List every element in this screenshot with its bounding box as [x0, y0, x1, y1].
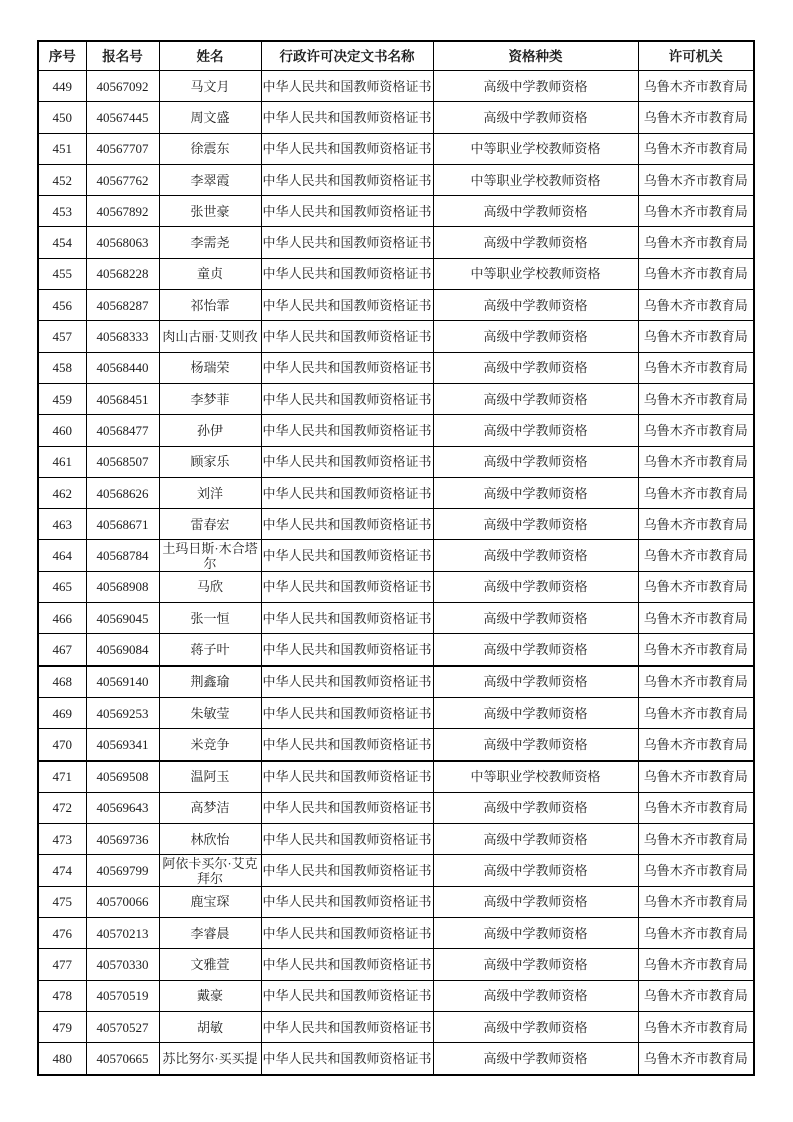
cell-document-name: 中华人民共和国教师资格证书 [261, 415, 433, 446]
cell-index: 475 [38, 886, 86, 917]
cell-authority: 乌鲁木齐市教育局 [638, 697, 754, 728]
table-row [38, 290, 754, 321]
table-row [38, 603, 754, 634]
cell-name: 朱敏莹 [159, 697, 261, 728]
cell-index: 469 [38, 697, 86, 728]
header-cell-index: 序号 [38, 41, 86, 71]
cell-authority: 乌鲁木齐市教育局 [638, 729, 754, 761]
table-row [38, 918, 754, 949]
cell-reg-no: 40568440 [86, 352, 159, 383]
cell-authority: 乌鲁木齐市教育局 [638, 918, 754, 949]
table-row [38, 1043, 754, 1075]
table-row [38, 761, 754, 793]
cell-reg-no: 40568784 [86, 540, 159, 571]
cell-document-name: 中华人民共和国教师资格证书 [261, 824, 433, 855]
table-row [38, 792, 754, 823]
cell-authority: 乌鲁木齐市教育局 [638, 415, 754, 446]
cell-name: 鹿宝琛 [159, 886, 261, 917]
header-cell-reg-no: 报名号 [86, 41, 159, 71]
cell-name: 李需尧 [159, 227, 261, 258]
cell-qualification: 高级中学教师资格 [433, 603, 638, 634]
cell-index: 461 [38, 446, 86, 477]
cell-name: 孙伊 [159, 415, 261, 446]
cell-reg-no: 40568671 [86, 509, 159, 540]
cell-qualification: 高级中学教师资格 [433, 415, 638, 446]
cell-index: 463 [38, 509, 86, 540]
cell-document-name: 中华人民共和国教师资格证书 [261, 383, 433, 414]
cell-index: 474 [38, 855, 86, 886]
cell-authority: 乌鲁木齐市教育局 [638, 227, 754, 258]
cell-reg-no: 40569140 [86, 666, 159, 698]
table-row [38, 258, 754, 289]
table-row [38, 634, 754, 666]
cell-reg-no: 40569508 [86, 761, 159, 793]
cell-index: 467 [38, 634, 86, 666]
cell-authority: 乌鲁木齐市教育局 [638, 980, 754, 1011]
cell-index: 468 [38, 666, 86, 698]
cell-qualification: 高级中学教师资格 [433, 634, 638, 666]
table-row [38, 729, 754, 761]
cell-qualification: 高级中学教师资格 [433, 102, 638, 133]
table-row [38, 321, 754, 352]
cell-authority: 乌鲁木齐市教育局 [638, 321, 754, 352]
cell-index: 464 [38, 540, 86, 571]
cell-qualification: 中等职业学校教师资格 [433, 258, 638, 289]
cell-index: 478 [38, 980, 86, 1011]
cell-authority: 乌鲁木齐市教育局 [638, 1043, 754, 1075]
cell-authority: 乌鲁木齐市教育局 [638, 571, 754, 602]
cell-authority: 乌鲁木齐市教育局 [638, 509, 754, 540]
cell-reg-no: 40568626 [86, 477, 159, 508]
cell-authority: 乌鲁木齐市教育局 [638, 71, 754, 102]
cell-index: 453 [38, 196, 86, 227]
cell-name: 马欣 [159, 571, 261, 602]
cell-index: 454 [38, 227, 86, 258]
cell-index: 460 [38, 415, 86, 446]
table-row [38, 133, 754, 164]
cell-qualification: 高级中学教师资格 [433, 918, 638, 949]
cell-qualification: 中等职业学校教师资格 [433, 761, 638, 793]
table-row [38, 949, 754, 980]
cell-reg-no: 40568477 [86, 415, 159, 446]
cell-document-name: 中华人民共和国教师资格证书 [261, 540, 433, 571]
cell-index: 449 [38, 71, 86, 102]
cell-name: 土玛日斯·木合塔尔 [159, 540, 261, 571]
cell-document-name: 中华人民共和国教师资格证书 [261, 729, 433, 761]
cell-reg-no: 40569045 [86, 603, 159, 634]
cell-reg-no: 40569253 [86, 697, 159, 728]
cell-name: 戴豪 [159, 980, 261, 1011]
cell-qualification: 高级中学教师资格 [433, 666, 638, 698]
cell-authority: 乌鲁木齐市教育局 [638, 102, 754, 133]
cell-document-name: 中华人民共和国教师资格证书 [261, 477, 433, 508]
cell-qualification: 高级中学教师资格 [433, 71, 638, 102]
table-row [38, 477, 754, 508]
cell-document-name: 中华人民共和国教师资格证书 [261, 886, 433, 917]
cell-document-name: 中华人民共和国教师资格证书 [261, 855, 433, 886]
table-row [38, 980, 754, 1011]
cell-index: 471 [38, 761, 86, 793]
cell-authority: 乌鲁木齐市教育局 [638, 352, 754, 383]
cell-name: 祁怡霏 [159, 290, 261, 321]
cell-authority: 乌鲁木齐市教育局 [638, 949, 754, 980]
cell-index: 452 [38, 164, 86, 195]
cell-authority: 乌鲁木齐市教育局 [638, 540, 754, 571]
cell-reg-no: 40570213 [86, 918, 159, 949]
cell-reg-no: 40568507 [86, 446, 159, 477]
table-row [38, 383, 754, 414]
table-row [38, 102, 754, 133]
cell-reg-no: 40570330 [86, 949, 159, 980]
cell-reg-no: 40569341 [86, 729, 159, 761]
cell-index: 465 [38, 571, 86, 602]
cell-name: 雷春宏 [159, 509, 261, 540]
cell-reg-no: 40569084 [86, 634, 159, 666]
table-row [38, 164, 754, 195]
cell-name: 张世豪 [159, 196, 261, 227]
cell-document-name: 中华人民共和国教师资格证书 [261, 792, 433, 823]
cell-name: 马文月 [159, 71, 261, 102]
cell-qualification: 高级中学教师资格 [433, 824, 638, 855]
cell-reg-no: 40570527 [86, 1011, 159, 1042]
cell-document-name: 中华人民共和国教师资格证书 [261, 980, 433, 1011]
cell-name: 童贞 [159, 258, 261, 289]
cell-reg-no: 40568333 [86, 321, 159, 352]
cell-document-name: 中华人民共和国教师资格证书 [261, 603, 433, 634]
cell-name: 文雅萱 [159, 949, 261, 980]
header-row [38, 41, 754, 71]
table-row [38, 352, 754, 383]
cell-qualification: 高级中学教师资格 [433, 980, 638, 1011]
cell-name: 荆鑫瑜 [159, 666, 261, 698]
cell-reg-no: 40570066 [86, 886, 159, 917]
cell-document-name: 中华人民共和国教师资格证书 [261, 258, 433, 289]
cell-index: 466 [38, 603, 86, 634]
cell-authority: 乌鲁木齐市教育局 [638, 634, 754, 666]
cell-document-name: 中华人民共和国教师资格证书 [261, 761, 433, 793]
cell-reg-no: 40570519 [86, 980, 159, 1011]
cell-name: 李睿晨 [159, 918, 261, 949]
cell-reg-no: 40567707 [86, 133, 159, 164]
cell-reg-no: 40567445 [86, 102, 159, 133]
cell-qualification: 高级中学教师资格 [433, 290, 638, 321]
cell-index: 473 [38, 824, 86, 855]
cell-document-name: 中华人民共和国教师资格证书 [261, 634, 433, 666]
cell-qualification: 高级中学教师资格 [433, 509, 638, 540]
cell-name: 苏比努尔·买买提 [159, 1043, 261, 1075]
table-row [38, 855, 754, 886]
cell-reg-no: 40567762 [86, 164, 159, 195]
cell-index: 479 [38, 1011, 86, 1042]
cell-name: 顾家乐 [159, 446, 261, 477]
header-cell-qualification: 资格种类 [433, 41, 638, 71]
cell-name: 胡敏 [159, 1011, 261, 1042]
cell-index: 450 [38, 102, 86, 133]
table-row [38, 227, 754, 258]
cell-name: 李翠霞 [159, 164, 261, 195]
cell-document-name: 中华人民共和国教师资格证书 [261, 1011, 433, 1042]
table-row [38, 824, 754, 855]
table-row [38, 886, 754, 917]
table-row [38, 571, 754, 602]
cell-qualification: 高级中学教师资格 [433, 383, 638, 414]
cell-name: 李梦菲 [159, 383, 261, 414]
cell-qualification: 高级中学教师资格 [433, 949, 638, 980]
cell-reg-no: 40568063 [86, 227, 159, 258]
cell-index: 472 [38, 792, 86, 823]
cell-name: 刘洋 [159, 477, 261, 508]
cell-document-name: 中华人民共和国教师资格证书 [261, 227, 433, 258]
cell-qualification: 高级中学教师资格 [433, 886, 638, 917]
cell-qualification: 高级中学教师资格 [433, 1043, 638, 1075]
cell-reg-no: 40567092 [86, 71, 159, 102]
cell-name: 周文盛 [159, 102, 261, 133]
cell-qualification: 高级中学教师资格 [433, 321, 638, 352]
cell-name: 林欣怡 [159, 824, 261, 855]
cell-name: 肉山古丽·艾则孜 [159, 321, 261, 352]
cell-reg-no: 40569799 [86, 855, 159, 886]
cell-qualification: 高级中学教师资格 [433, 352, 638, 383]
table-row [38, 666, 754, 698]
cell-document-name: 中华人民共和国教师资格证书 [261, 918, 433, 949]
header-cell-name: 姓名 [159, 41, 261, 71]
cell-document-name: 中华人民共和国教师资格证书 [261, 509, 433, 540]
cell-name: 米竞争 [159, 729, 261, 761]
cell-document-name: 中华人民共和国教师资格证书 [261, 352, 433, 383]
cell-reg-no: 40567892 [86, 196, 159, 227]
cell-authority: 乌鲁木齐市教育局 [638, 666, 754, 698]
table-row [38, 196, 754, 227]
cell-qualification: 高级中学教师资格 [433, 1011, 638, 1042]
cell-index: 459 [38, 383, 86, 414]
cell-index: 480 [38, 1043, 86, 1075]
cell-reg-no: 40569643 [86, 792, 159, 823]
table-body [38, 71, 754, 1075]
cell-document-name: 中华人民共和国教师资格证书 [261, 949, 433, 980]
cell-index: 470 [38, 729, 86, 761]
cell-document-name: 中华人民共和国教师资格证书 [261, 133, 433, 164]
cell-document-name: 中华人民共和国教师资格证书 [261, 290, 433, 321]
cell-document-name: 中华人民共和国教师资格证书 [261, 196, 433, 227]
cell-qualification: 高级中学教师资格 [433, 540, 638, 571]
cell-authority: 乌鲁木齐市教育局 [638, 603, 754, 634]
cell-authority: 乌鲁木齐市教育局 [638, 133, 754, 164]
cell-reg-no: 40569736 [86, 824, 159, 855]
cell-authority: 乌鲁木齐市教育局 [638, 258, 754, 289]
cell-index: 456 [38, 290, 86, 321]
cell-authority: 乌鲁木齐市教育局 [638, 477, 754, 508]
cell-name: 徐震东 [159, 133, 261, 164]
cell-qualification: 高级中学教师资格 [433, 571, 638, 602]
cell-index: 458 [38, 352, 86, 383]
cell-name: 蒋子叶 [159, 634, 261, 666]
cell-authority: 乌鲁木齐市教育局 [638, 824, 754, 855]
cell-document-name: 中华人民共和国教师资格证书 [261, 446, 433, 477]
cell-reg-no: 40568908 [86, 571, 159, 602]
cell-name: 阿依卡买尔·艾克拜尔 [159, 855, 261, 886]
cell-name: 高梦洁 [159, 792, 261, 823]
cell-authority: 乌鲁木齐市教育局 [638, 761, 754, 793]
table-row [38, 540, 754, 571]
cell-document-name: 中华人民共和国教师资格证书 [261, 164, 433, 195]
cell-document-name: 中华人民共和国教师资格证书 [261, 1043, 433, 1075]
cell-reg-no: 40568228 [86, 258, 159, 289]
cell-authority: 乌鲁木齐市教育局 [638, 290, 754, 321]
cell-authority: 乌鲁木齐市教育局 [638, 1011, 754, 1042]
cell-document-name: 中华人民共和国教师资格证书 [261, 321, 433, 352]
cell-qualification: 高级中学教师资格 [433, 729, 638, 761]
table-row [38, 71, 754, 102]
cell-authority: 乌鲁木齐市教育局 [638, 446, 754, 477]
cell-document-name: 中华人民共和国教师资格证书 [261, 571, 433, 602]
cell-document-name: 中华人民共和国教师资格证书 [261, 666, 433, 698]
cell-index: 476 [38, 918, 86, 949]
table-row [38, 1011, 754, 1042]
cell-authority: 乌鲁木齐市教育局 [638, 383, 754, 414]
header-cell-document-name: 行政许可决定文书名称 [261, 41, 433, 71]
cell-qualification: 中等职业学校教师资格 [433, 164, 638, 195]
cell-qualification: 中等职业学校教师资格 [433, 133, 638, 164]
cell-authority: 乌鲁木齐市教育局 [638, 855, 754, 886]
table-row [38, 446, 754, 477]
cell-document-name: 中华人民共和国教师资格证书 [261, 71, 433, 102]
cell-qualification: 高级中学教师资格 [433, 855, 638, 886]
cell-document-name: 中华人民共和国教师资格证书 [261, 102, 433, 133]
cell-name: 杨瑞荣 [159, 352, 261, 383]
cell-name: 张一恒 [159, 603, 261, 634]
cell-index: 457 [38, 321, 86, 352]
table-row [38, 509, 754, 540]
table-row [38, 415, 754, 446]
cell-document-name: 中华人民共和国教师资格证书 [261, 697, 433, 728]
cell-qualification: 高级中学教师资格 [433, 227, 638, 258]
cell-reg-no: 40568451 [86, 383, 159, 414]
cell-index: 477 [38, 949, 86, 980]
cell-qualification: 高级中学教师资格 [433, 446, 638, 477]
cell-authority: 乌鲁木齐市教育局 [638, 164, 754, 195]
cell-qualification: 高级中学教师资格 [433, 196, 638, 227]
header-cell-authority: 许可机关 [638, 41, 754, 71]
table-row [38, 697, 754, 728]
cell-qualification: 高级中学教师资格 [433, 792, 638, 823]
cell-index: 462 [38, 477, 86, 508]
cell-name: 温阿玉 [159, 761, 261, 793]
teacher-license-table [37, 40, 755, 1076]
cell-reg-no: 40570665 [86, 1043, 159, 1075]
cell-authority: 乌鲁木齐市教育局 [638, 792, 754, 823]
cell-authority: 乌鲁木齐市教育局 [638, 886, 754, 917]
cell-qualification: 高级中学教师资格 [433, 697, 638, 728]
cell-index: 455 [38, 258, 86, 289]
cell-authority: 乌鲁木齐市教育局 [638, 196, 754, 227]
cell-reg-no: 40568287 [86, 290, 159, 321]
cell-qualification: 高级中学教师资格 [433, 477, 638, 508]
cell-index: 451 [38, 133, 86, 164]
